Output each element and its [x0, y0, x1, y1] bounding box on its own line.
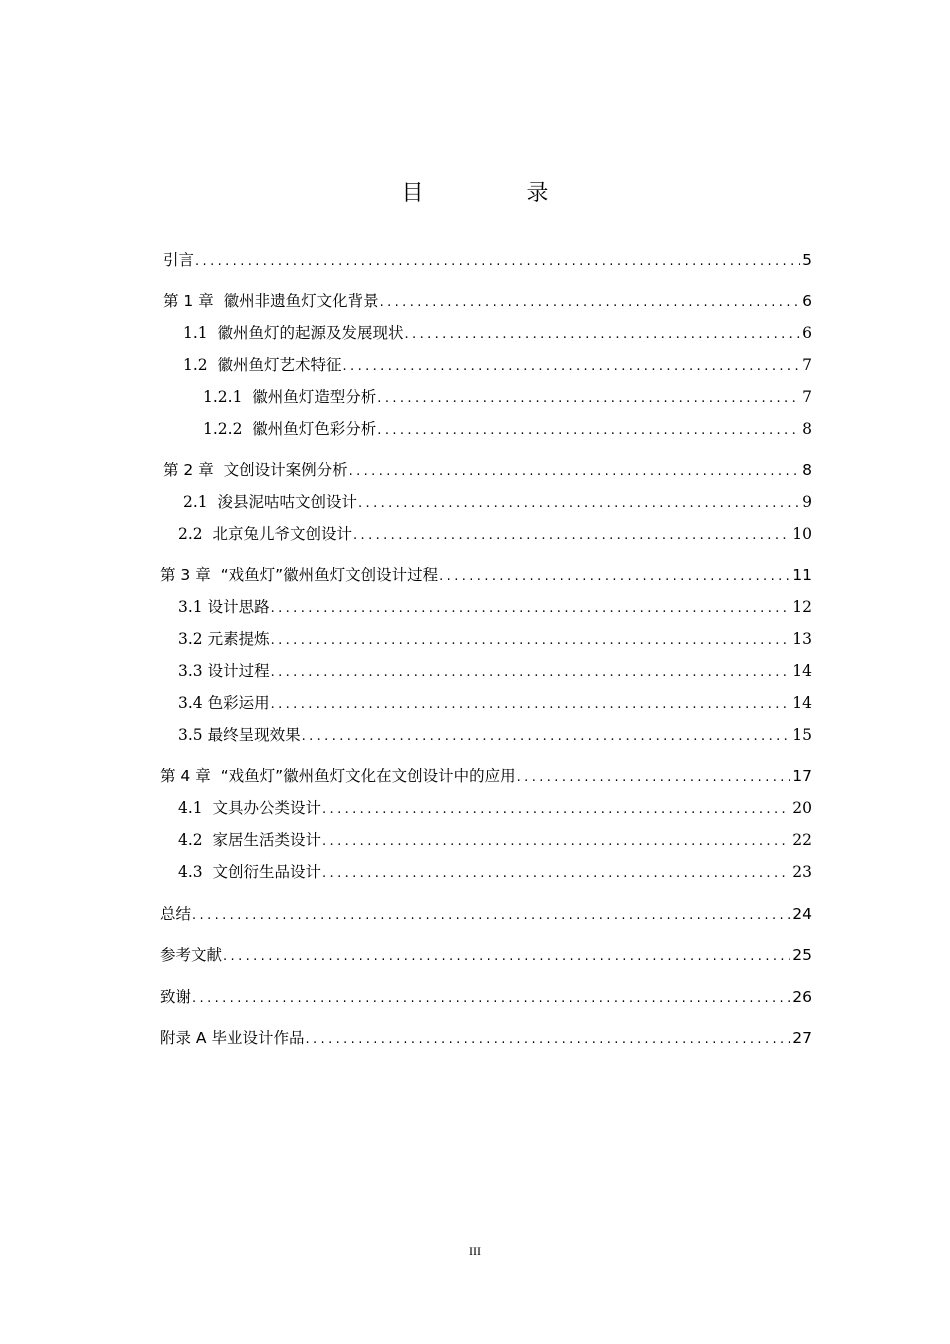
toc-entry-page: 8: [802, 461, 812, 479]
toc-entry-section-2-2[interactable]: [178, 522, 812, 546]
toc-entry-page: 22: [792, 831, 812, 849]
dot-leader: [353, 526, 790, 546]
dot-leader: [439, 567, 790, 587]
toc-entry-section-3-3[interactable]: [178, 659, 812, 683]
toc-entry-section-4-1[interactable]: [178, 796, 812, 820]
toc-entry-chapter-2[interactable]: [163, 458, 812, 482]
toc-entry-page: 6: [802, 292, 812, 310]
toc-entry-label: 第 2 章 文创设计案例分析: [163, 461, 348, 479]
dot-leader: [195, 252, 800, 272]
toc-entry-label: 第 4 章 “戏鱼灯”徽州鱼灯文化在文创设计中的应用: [160, 767, 516, 785]
toc-entry-page: 24: [792, 905, 812, 923]
page-title: 目 录: [401, 181, 597, 206]
toc-entry-page: 7: [802, 356, 812, 374]
toc-entry-page: 8: [802, 420, 812, 438]
dot-leader: [271, 631, 791, 651]
dot-leader: [377, 389, 800, 409]
toc-entry-page: 20: [792, 799, 812, 817]
toc-entry-label: 3.4 色彩运用: [178, 694, 270, 712]
toc-entry-appendix-a[interactable]: [160, 1026, 812, 1050]
toc-entry-page: 12: [792, 598, 812, 616]
toc-entry-label: 1.2 徽州鱼灯艺术特征: [183, 356, 342, 374]
toc-entry-page: 7: [802, 388, 812, 406]
toc-entry-label: 4.3 文创衍生品设计: [178, 863, 322, 881]
toc-entry-page: 27: [792, 1029, 812, 1047]
toc-entry-label: 致谢: [160, 988, 192, 1006]
dot-leader: [322, 800, 790, 820]
toc-entry-page: 13: [792, 630, 812, 648]
page-number-footer: III: [469, 1244, 481, 1258]
toc-entry-label: 参考文献: [160, 946, 223, 964]
toc-entry-label: 2.1 浚县泥咕咕文创设计: [183, 493, 358, 511]
toc-entry-section-1-2[interactable]: [183, 353, 812, 377]
toc-entry-section-2-1[interactable]: [183, 490, 812, 514]
toc-entry-section-3-1[interactable]: [178, 595, 812, 619]
toc-entry-label: 第 1 章 徽州非遗鱼灯文化背景: [163, 292, 379, 310]
toc-entry-page: 14: [792, 694, 812, 712]
toc-entry-page: 9: [802, 493, 812, 511]
toc-entry-summary[interactable]: [160, 902, 812, 926]
toc-entry-section-1-1[interactable]: [183, 321, 812, 345]
toc-entry-label: 1.1 徽州鱼灯的起源及发展现状: [183, 324, 404, 342]
toc-entry-label: 1.2.2 徽州鱼灯色彩分析: [203, 420, 377, 438]
toc-entry-section-4-2[interactable]: [178, 828, 812, 852]
toc-entry-label: 3.3 设计过程: [178, 662, 270, 680]
toc-entry-page: 25: [792, 946, 812, 964]
toc-entry-chapter-1[interactable]: [163, 289, 812, 313]
dot-leader: [343, 357, 801, 377]
toc-entry-page: 17: [792, 767, 812, 785]
toc-entry-chapter-4[interactable]: [160, 764, 812, 788]
dot-leader: [271, 663, 791, 683]
toc-entry-page: 5: [802, 251, 812, 269]
toc-entry-section-1-2-2[interactable]: [203, 417, 812, 441]
toc-entry-label: 4.1 文具办公类设计: [178, 799, 322, 817]
toc-entry-label: 附录 A 毕业设计作品: [160, 1029, 305, 1047]
toc-entry-page: 23: [792, 863, 812, 881]
toc-entry-label: 4.2 家居生活类设计: [178, 831, 322, 849]
dot-leader: [380, 293, 801, 313]
dot-leader: [192, 906, 790, 926]
toc-entry-page: 15: [792, 726, 812, 744]
toc-entry-label: 3.2 元素提炼: [178, 630, 270, 648]
toc-entry-label: 1.2.1 徽州鱼灯造型分析: [203, 388, 377, 406]
toc-entry-label: 总结: [160, 905, 192, 923]
toc-entry-section-1-2-1[interactable]: [203, 385, 812, 409]
dot-leader: [305, 1030, 790, 1050]
toc-entry-page: 11: [792, 566, 812, 584]
toc-entry-acknowledgements[interactable]: [160, 985, 812, 1009]
toc-entry-page: 14: [792, 662, 812, 680]
dot-leader: [349, 462, 801, 482]
toc-entry-section-3-2[interactable]: [178, 627, 812, 651]
toc-entry-section-3-5[interactable]: [178, 723, 812, 747]
toc-entry-section-4-3[interactable]: [178, 860, 812, 884]
toc-entry-label: 3.1 设计思路: [178, 598, 270, 616]
dot-leader: [377, 421, 800, 441]
dot-leader: [322, 864, 790, 884]
toc-entry-section-3-4[interactable]: [178, 691, 812, 715]
dot-leader: [302, 727, 791, 747]
dot-leader: [358, 494, 800, 514]
dot-leader: [223, 947, 790, 967]
toc-entry-intro[interactable]: [163, 248, 812, 272]
toc-entry-label: 第 3 章 “戏鱼灯”徽州鱼灯文创设计过程: [160, 566, 439, 584]
dot-leader: [405, 325, 801, 345]
dot-leader: [271, 599, 791, 619]
toc-entry-label: 3.5 最终呈现效果: [178, 726, 301, 744]
dot-leader: [271, 695, 791, 715]
toc-entry-page: 10: [792, 525, 812, 543]
toc-entry-page: 6: [802, 324, 812, 342]
toc-entry-chapter-3[interactable]: [160, 563, 812, 587]
toc-entry-label: 2.2 北京兔儿爷文创设计: [178, 525, 353, 543]
dot-leader: [192, 989, 790, 1009]
dot-leader: [517, 768, 791, 788]
toc-entry-page: 26: [792, 988, 812, 1006]
toc-entry-references[interactable]: [160, 943, 812, 967]
dot-leader: [322, 832, 790, 852]
toc-entry-label: 引言: [163, 251, 195, 269]
